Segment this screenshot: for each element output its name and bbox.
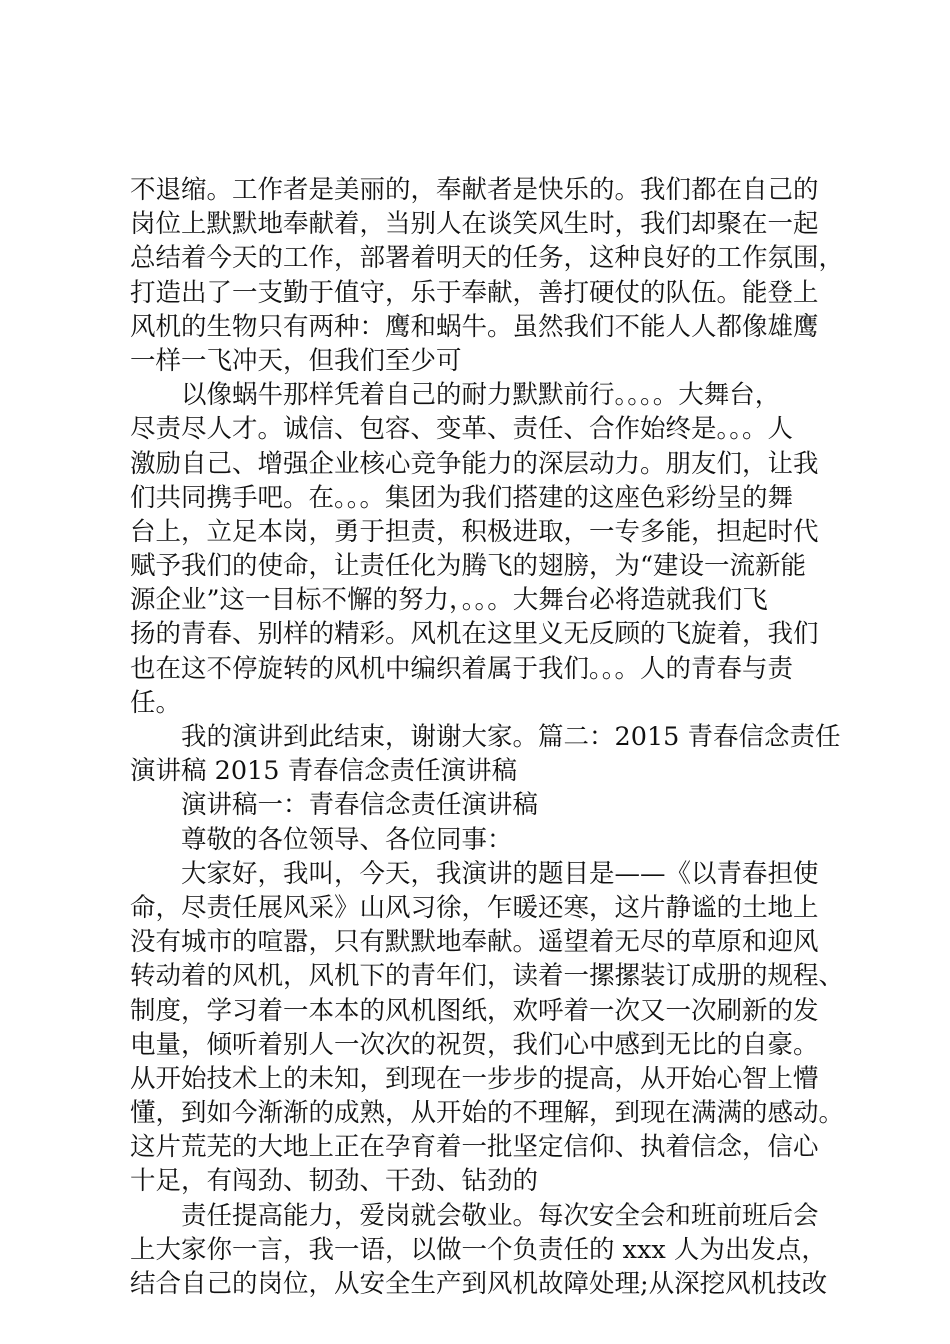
text-line: 激励自己、增强企业核心竞争能力的深层动力。朋友们，让我 [130,448,819,479]
text-line: 一样一飞冲天，但我们至少可 [130,345,462,376]
text-line: 这片荒芜的大地上正在孕育着一批坚定信仰、执着信念，信心 [130,1132,819,1163]
text-line: 结合自己的岗位，从安全生产到风机故障处理;从深挖风机技改 [130,1269,828,1299]
text-line: 任。 [130,687,182,718]
text-line: 转动着的风机，风机下的青年们，读着一摞摞装订成册的规程、 [130,961,845,992]
text-line: 赋予我们的使命，让责任化为腾飞的翅膀，为“建设一流新能 [130,551,807,582]
text-line: 不退缩。工作者是美丽的，奉献者是快乐的。我们都在自己的 [130,175,819,205]
text-line: 扬的青春、别样的精彩。风机在这里义无反顾的飞旋着，我们 [130,619,819,650]
text-line: 尽责尽人才。诚信、包容、变革、责任、合作始终是。。。人 [130,414,794,445]
text-line: 电量，倾听着别人一次次的祝贺，我们心中感到无比的自豪。 [130,1029,819,1060]
document-body [130,173,850,1301]
text-line: 也在这不停旋转的风机中编织着属于我们。。。人的青春与责 [130,653,794,684]
text-line: 尊敬的各位领导、各位同事： [181,824,513,855]
text-line: 懂，到如今渐渐的成熟，从开始的不理解，到现在满满的感动。 [130,1098,845,1129]
text-line: 大家好，我叫，今天，我演讲的题目是——《以青春担使 [181,858,819,889]
text-line: 风机的生物只有两种：鹰和蜗牛。虽然我们不能人人都像雄鹰 [130,311,819,342]
text-line: 上大家你一言，我一语，以做一个负责任的 xxx 人为出发点， [130,1234,827,1265]
text-line: 台上，立足本岗，勇于担责，积极进取，一专多能，担起时代 [130,516,819,547]
text-line: 从开始技术上的未知，到现在一步步的提高，从开始心智上懵 [130,1063,819,1094]
text-line: 打造出了一支勤于值守，乐于奉献，善打硬仗的队伍。能登上 [130,277,819,308]
text-line: 总结着今天的工作，部署着明天的任务，这种良好的工作氛围， [130,243,845,274]
text-line: 十足，有闯劲、韧劲、干劲、钻劲的 [130,1166,539,1197]
text-line: 岗位上默默地奉献着，当别人在谈笑风生时，我们却聚在一起 [130,209,819,240]
text-line: 演讲稿 2015 青春信念责任演讲稿 [130,756,518,787]
text-line: 我的演讲到此结束，谢谢大家。篇二：2015 青春信念责任 [181,722,841,752]
text-line: 演讲稿一：青春信念责任演讲稿 [181,790,539,821]
text-line: 制度，学习着一本本的风机图纸，欢呼着一次又一次刷新的发 [130,995,819,1026]
text-line: 以像蜗牛那样凭着自己的耐力默默前行。。。。大舞台， [181,380,781,411]
text-line: 命，尽责任展风采》山风习徐，乍暖还寒，这片静谧的土地上 [130,892,819,923]
text-line: 们共同携手吧。在。。。集团为我们搭建的这座色彩纷呈的舞 [130,482,794,513]
text-line: 责任提高能力，爱岗就会敬业。每次安全会和班前班后会 [181,1200,819,1231]
text-line: 没有城市的喧嚣，只有默默地奉献。遥望着无尽的草原和迎风 [130,927,819,958]
text-line: 源企业”这一目标不懈的努力，。。。大舞台必将造就我们飞 [130,585,768,616]
